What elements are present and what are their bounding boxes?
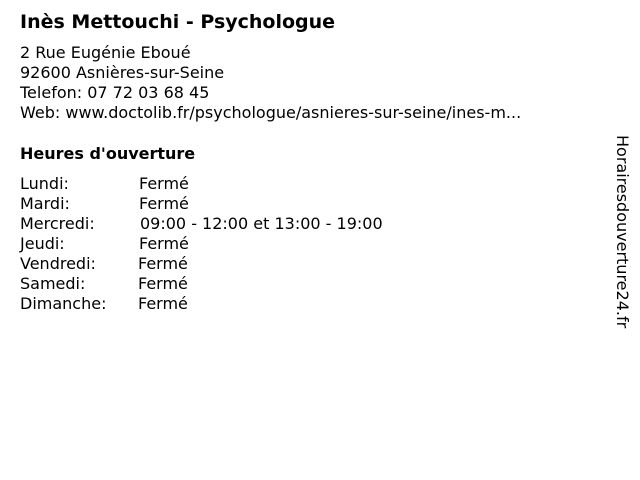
day-label: Lundi: xyxy=(20,174,69,193)
hours-value: 09:00 - 12:00 et 13:00 - 19:00 xyxy=(140,214,383,233)
phone-number: Telefon: 07 72 03 68 45 xyxy=(20,83,210,102)
website-link[interactable]: Web: www.doctolib.fr/psychologue/asnieres-sur-seine/ines-m... xyxy=(20,103,522,122)
hours-value: Fermé xyxy=(139,194,189,213)
business-info xyxy=(20,43,521,123)
hours-value: Fermé xyxy=(138,294,188,313)
day-label: Mercredi: xyxy=(20,214,95,233)
site-watermark: Horairesdouverture24.fr xyxy=(613,135,632,329)
hours-value: Fermé xyxy=(138,274,188,293)
hours-value: Fermé xyxy=(139,174,189,193)
city-address: 92600 Asnières-sur-Seine xyxy=(20,63,225,82)
day-label: Mardi: xyxy=(20,194,70,213)
day-label: Dimanche: xyxy=(20,294,107,313)
day-label: Jeudi: xyxy=(20,234,65,253)
street-address: 2 Rue Eugénie Eboué xyxy=(20,43,191,62)
day-label: Vendredi: xyxy=(20,254,96,273)
business-title: Inès Mettouchi - Psychologue xyxy=(20,11,336,33)
hours-heading: Heures d'ouverture xyxy=(20,144,196,163)
day-label: Samedi: xyxy=(20,274,86,293)
hours-value: Fermé xyxy=(138,254,188,273)
hours-value: Fermé xyxy=(139,234,189,253)
